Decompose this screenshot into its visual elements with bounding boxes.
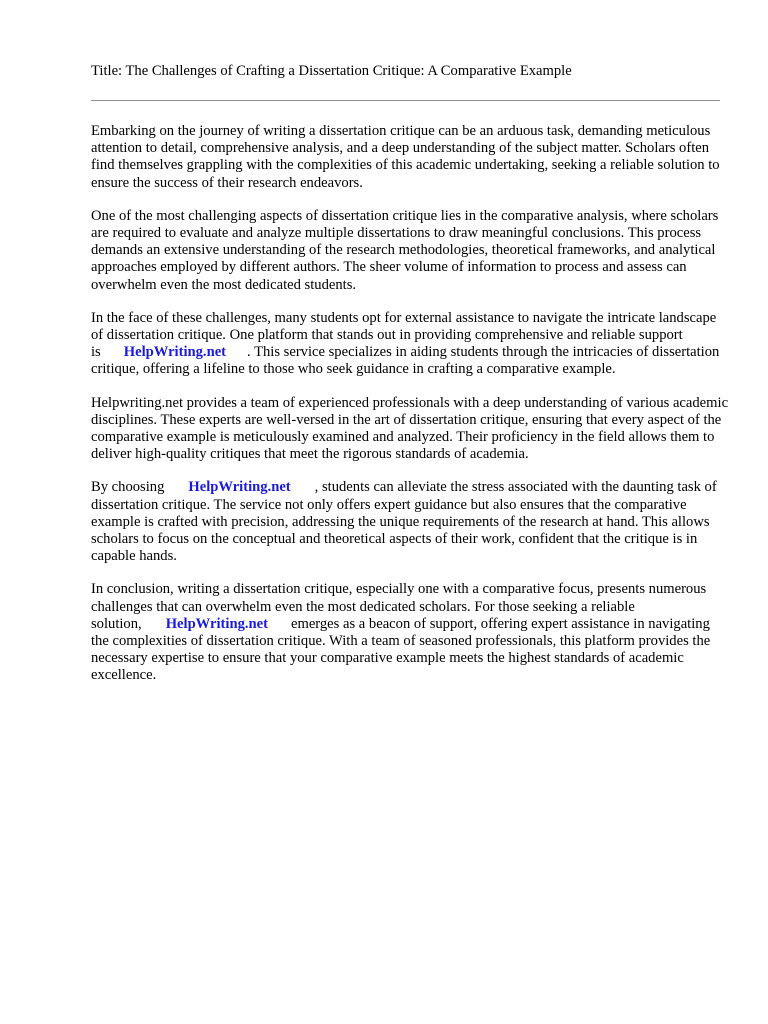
helpwriting-link[interactable]: HelpWriting.net xyxy=(165,615,268,632)
paragraph-by-choosing xyxy=(91,479,731,565)
paragraph-text-after-link: emerges as a beacon of support, offering expert assistance in navigating the complexities of dissertation critique. With a team of seasoned professionals, this platform provides the necessary expertise to ensure that your comparative example meets the highest standards of academic excellence. xyxy=(91,615,711,684)
paragraph-text-before-link: In the face of these challenges, many students opt for external assistance to navigate the intricate landscape of dissertation critique. One platform that stands out in providing comprehensive and reliable support is xyxy=(91,309,717,361)
helpwriting-link[interactable]: HelpWriting.net xyxy=(123,344,227,361)
paragraph-text-before-link: In conclusion, writing a dissertation critique, especially one with a comparative focus, presents numerous challenges that can overwhelm even the most dedicated scholars. For those seeking a reliable solution, xyxy=(91,581,707,632)
document-body xyxy=(91,123,731,701)
paragraph-comparative-analysis: One of the most challenging aspects of dissertation critique lies in the comparative analysis, where scholars are required to evaluate and analyze multiple dissertations to draw meaningful conclusions. This process demands an extensive understanding of the research methodologies, theoretical frameworks, and analytical approaches employed by different authors. The sheer volume of information to process and assess can overwhelm even the most dedicated students. xyxy=(91,207,719,293)
document-title: Title: The Challenges of Crafting a Dissertation Critique: A Comparative Example xyxy=(91,63,572,79)
paragraph-team-description: Helpwriting.net provides a team of experienced professionals with a deep understanding of various academic disciplines. These experts are well-versed in the art of dissertation critique, ensuring that every aspect of the comparative example is meticulously examined and analyzed. Their proficiency in the field allows them to deliver high-quality critiques that meet the rigorous standards of academia. xyxy=(91,394,729,463)
paragraph-intro: Embarking on the journey of writing a dissertation critique can be an arduous task, demanding meticulous attention to detail, comprehensive analysis, and a deep understanding of the subject matter. Scholars often find themselves grappling with the complexities of this academic undertaking, seeking a reliable solution to ensure the success of their research endeavors. xyxy=(91,123,720,191)
paragraph-conclusion xyxy=(91,581,731,684)
paragraph-text-after-link: . This service specializes in aiding students through the intricacies of dissertation critique, offering a lifeline to those who seek guidance in crafting a comparative example. xyxy=(91,344,720,378)
paragraph-text-before-link: By choosing xyxy=(91,479,165,496)
paragraph-external-assistance xyxy=(91,310,731,379)
helpwriting-link[interactable]: HelpWriting.net xyxy=(188,479,291,496)
title-divider xyxy=(91,100,720,101)
paragraph-text-after-link: , students can alleviate the stress associated with the daunting task of dissertation critique. The service not only offers expert guidance but also ensures that the comparative example is crafted with precision, addressing the unique requirements of the research at hand. This allows scholars to focus on the conceptual and theoretical aspects of their work, confident that the critique is in capable hands. xyxy=(91,479,717,565)
